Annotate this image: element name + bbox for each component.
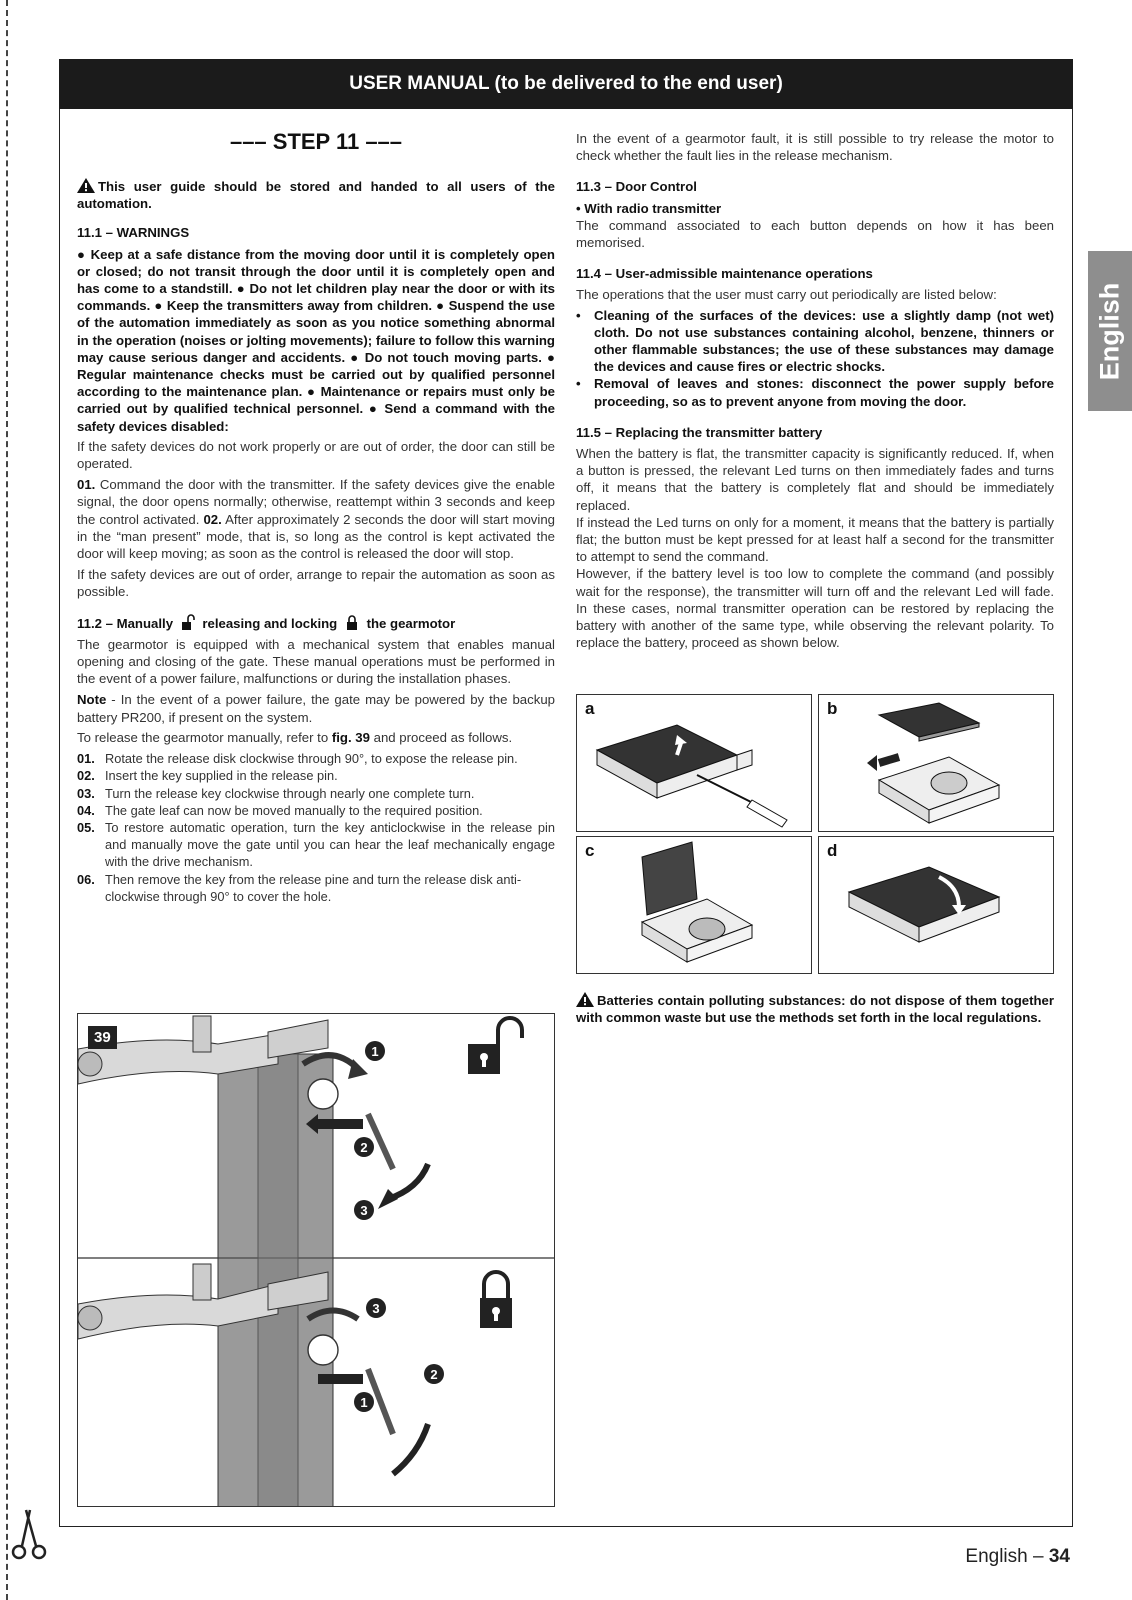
callout-1-top: [365, 1041, 385, 1061]
panel-d: [818, 836, 1054, 974]
list-item: 02. Insert the key supplied in the release pin.: [77, 768, 338, 784]
heading-11-2-part-a: 11.2 – Manually: [77, 615, 174, 631]
right-column: [576, 130, 1054, 654]
note-text: - In the event of a power failure, the gate may be powered by the backup battery PR200, if present on the system.: [77, 692, 555, 725]
list-item: 05. To restore automatic operation, turn the key anticlockwise in the release pin and manually move the gate until you can hear the leaf mechanically engage with the drive mechanism.: [77, 819, 555, 870]
warnings-para-1: If the safety devices do not work properly or are out of order, the door can still be operated.: [77, 438, 555, 472]
heading-11-5: 11.5 – Replacing the transmitter battery: [576, 424, 823, 440]
panel-label: d: [827, 841, 838, 860]
callout-2-bottom: [424, 1364, 444, 1384]
panel-label: b: [827, 699, 838, 718]
panel-a: [576, 694, 812, 832]
release-para-1: The gearmotor is equipped with a mechanical system that enables manual opening and closing of the gate. These manual operations must be performed in the event of a power failure, malfunctions or during the installation phases.: [77, 636, 555, 687]
page-header: [59, 59, 1073, 109]
panel-b: [818, 694, 1054, 832]
battery-warning-text: Batteries contain polluting substances: do not dispose of them together with common waste but use the methods set forth in the local regulations.: [576, 993, 1054, 1026]
maintenance-para: The operations that the user must carry out periodically are listed below:: [576, 287, 997, 303]
callout-3-bottom: [366, 1298, 386, 1318]
intro-warning-text: This user guide should be stored and handed to all users of the automation.: [77, 179, 555, 212]
heading-11-4: 11.4 – User-admissible maintenance operations: [576, 266, 873, 282]
subheading-radio-transmitter: • With radio transmitter: [576, 200, 722, 216]
list-item: 03. Turn the release key clockwise through nearly one complete turn.: [77, 785, 475, 801]
list-item: 06. Then remove the key from the release pine and turn the release disk anti-clockwise through 90° to cover the hole.: [77, 871, 522, 904]
warnings-para-2: [77, 476, 555, 562]
transmitter-cover-removed-illustration: [819, 695, 1055, 833]
heading-11-1: 11.1 – WARNINGS: [77, 225, 190, 241]
svg-text:2: 2: [360, 1140, 368, 1155]
step-num: 02.: [203, 511, 222, 527]
transmitter-open-illustration: [577, 695, 813, 833]
header-title: USER MANUAL (to be delivered to the end user): [349, 73, 783, 94]
panel-label: a: [585, 699, 595, 718]
page-footer: [965, 1546, 1070, 1568]
footer-language: English –: [965, 1546, 1049, 1567]
warnings-para-3: If the safety devices are out of order, arrange to repair the automation as soon as possible.: [77, 567, 555, 600]
panel-label: c: [585, 841, 595, 860]
battery-para: When the battery is flat, the transmitter capacity is significantly reduced. If, when a button is pressed, the relevant Led turns on then immediately fades and turns off, it means that the battery is completely flat and should be immediately replaced. If instead the Led turns on only for a moment, it means that the battery is partially flat; the button must be kept pressed for at least half a second for the transmitter to attempt to send the command. However, if the battery level is too low to complete the command (and possibly wait for the response), the transmitter will turn off and the relevant Led will fade. In these cases, normal transmitter operation can be restored by replacing the battery with another of the same type, while observing the relevant polarity. To replace the battery, proceed as shown below.: [576, 446, 1054, 651]
heading-11-2-part-b: releasing and locking: [202, 615, 338, 631]
battery-exposed-illustration: [577, 837, 813, 975]
note-label: Note: [77, 692, 107, 708]
cut-line: [6, 0, 8, 1600]
step-title: ––– STEP 11 –––: [229, 129, 403, 154]
gearmotor-release-illustration: [78, 1014, 555, 1507]
figure-39: [77, 1013, 555, 1507]
para2-text-b: After approximately 2 seconds the door will start moving in the “man present” mode, that is, so long as the control is kept activated the door will keep moving; as soon as the control is released the door will stop.: [77, 511, 555, 562]
release-text-a: To release the gearmotor manually, refer to: [77, 729, 332, 745]
svg-text:1: 1: [371, 1044, 379, 1059]
figure-number-badge: 39: [88, 1026, 117, 1049]
release-text-b: and proceed as follows.: [369, 729, 513, 745]
door-control-para: The command associated to each button depends on how it has been memorised.: [576, 217, 1054, 251]
list-item: 01. Rotate the release disk clockwise through 90°, to expose the release pin.: [77, 751, 518, 767]
left-column: [77, 128, 555, 905]
release-instructions: [77, 729, 555, 746]
unlocked-padlock-icon: [181, 614, 195, 631]
heading-11-2-part-c: the gearmotor: [366, 615, 456, 631]
page-number: 34: [1048, 1546, 1070, 1567]
warnings-bold-para: ● Keep at a safe distance from the moving door until it is completely open or closed; do not transit through the door until it is completely open and has come to a standstill. ● Do not let children play near the door or with its commands. ● Keep the transmitters away from children. ● Suspend the use of the automation immediately as soon as you notice something abnormal in the operation (noises or jolting movements); failure to follow this warning may cause serious danger and accidents. ● Do not touch moving parts. ● Regular maintenance checks must be carried out by qualified personnel according to the maintenance plan. ● Maintenance or repairs must only be carried out by qualified technical personnel. ● Send a command with the safety devices disabled:: [77, 246, 555, 434]
para2-text-a: Command the door with the transmitter. If the safety devices give the enable signal, the door opens normally; otherwise, reattempt within 3 seconds and keep the control activated.: [77, 477, 555, 527]
warning-icon: [576, 992, 594, 1007]
panel-c: [576, 836, 812, 974]
scissors-icon: [10, 1508, 50, 1560]
list-item: • Cleaning of the surfaces of the devices: use a slightly damp (not wet) cloth. Do not use substances containing alcohol, benzene, thinners or other flammable substances; the use of these substances may damage the devices and cause fires or electric shocks.: [576, 307, 1054, 375]
warning-icon: [77, 178, 95, 193]
release-steps-list: [77, 750, 555, 905]
transmitter-closed-illustration: [819, 837, 1055, 975]
language-tab-label: English: [1094, 282, 1125, 380]
locked-padlock-icon: [345, 614, 359, 631]
step-num: 01.: [77, 477, 96, 493]
language-tab: [1088, 251, 1132, 411]
intro-warning: [77, 178, 555, 212]
heading-11-2: [77, 614, 555, 632]
note-para: [77, 691, 555, 725]
svg-text:1: 1: [360, 1395, 368, 1410]
svg-text:3: 3: [372, 1301, 380, 1316]
callout-2-top: [354, 1137, 374, 1157]
callout-1-bottom: [354, 1392, 374, 1412]
list-item: • Removal of leaves and stones: disconnect the power supply before proceeding, so as to prevent anyone from moving the door.: [576, 376, 1054, 409]
battery-replacement-figure: [576, 694, 1054, 974]
heading-11-3: 11.3 – Door Control: [576, 179, 697, 195]
list-item: 04. The gate leaf can now be moved manually to the required position.: [77, 802, 483, 818]
figure-reference: fig. 39: [331, 729, 370, 745]
fault-para: In the event of a gearmotor fault, it is still possible to try release the motor to check whether the fault lies in the release mechanism.: [576, 131, 1054, 164]
battery-disposal-warning: [576, 992, 1054, 1029]
callout-3-top: [354, 1200, 374, 1220]
svg-text:2: 2: [430, 1367, 438, 1382]
svg-text:3: 3: [360, 1203, 368, 1218]
